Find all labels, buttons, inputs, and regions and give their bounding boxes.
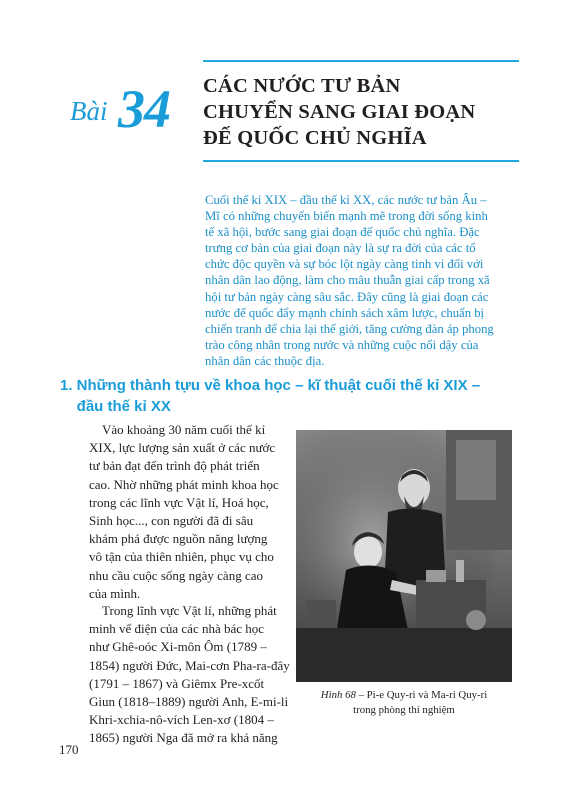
intro-line: nước đế quốc đẩy mạnh chính sách xâm lược, chuẩn bị (205, 305, 485, 320)
section-heading-line-1: 1. Những thành tựu về khoa học – kĩ thuật cuối thế kỉ XIX – (60, 377, 481, 394)
intro-line: tế xã hội, bước sang giai đoạn đế quốc chủ nghĩa. Đặc (205, 225, 480, 240)
intro-line: chức độc quyền và sự bóc lột ngày càng tinh vi đối với (205, 257, 484, 272)
body-line: Trong lĩnh vực Vật lí, những phát (102, 603, 277, 618)
intro-line: trưng cơ bản của giai đoạn này là sự ra đời của các tổ (205, 241, 476, 256)
body-line: vô tận của thiên nhiên, phục vụ cho (89, 549, 274, 565)
section-heading-line-2: đầu thế kỉ XX (60, 398, 171, 415)
body-line: Giun (1818–1889) người Anh, E-mi-li (89, 694, 289, 710)
figure-caption (296, 689, 512, 701)
body-line: Sinh học..., con người đã đi sâu (89, 513, 254, 529)
intro-line: hội tư bản ngày càng sâu sắc. Đây cũng là giai đoạn các (205, 289, 489, 304)
body-line: của mình. (89, 585, 141, 601)
body-line: 1854) người Đức, Mai-cơn Pha-ra-đây (89, 657, 290, 673)
body-line: 1865) người Nga đã mở ra khả năng (89, 730, 278, 746)
body-paragraph-2 (89, 602, 290, 748)
lesson-title-line-1: CÁC NƯỚC TƯ BẢN (203, 75, 401, 97)
intro-line: Cuối thế kỉ XIX – đầu thế kỉ XX, các nước tư bản Âu – (205, 193, 487, 207)
lesson-label: Bài (70, 96, 108, 126)
body-line: Khri-xchia-nô-vích Len-xơ (1804 – (89, 712, 274, 728)
body-line: tư bản đạt đến trình độ phát triển (89, 458, 260, 474)
body-line: cao. Nhờ những phát minh khoa học (89, 476, 279, 492)
intro-line: Mĩ có những chuyển biến mạnh mẽ trong đời sống kinh (205, 209, 488, 224)
body-line: XIX, lực lượng sản xuất ở các nước (89, 440, 276, 456)
header-bottom-rule (203, 160, 519, 162)
intro-line: chiến tranh để chia lại thế giới, tăng cường đàn áp phong (205, 321, 494, 336)
lesson-title-line-3: ĐẾ QUỐC CHỦ NGHĨA (203, 127, 427, 149)
body-line: trong các lĩnh vực Vật lí, Hoá học, (89, 494, 269, 510)
figure-caption-line-2: trong phòng thí nghiệm (353, 704, 455, 716)
page-number: 170 (59, 742, 79, 757)
figure-caption-text: – Pi-e Quy-ri và Ma-ri Quy-ri (355, 689, 488, 701)
body-line: minh vế điện của các nhà bác học (89, 621, 265, 637)
curie-lab-photo (296, 430, 512, 682)
intro-line: trào công nhân trong nước và những cuộc nổi dậy của (205, 337, 479, 352)
body-paragraph-1 (89, 421, 285, 603)
body-line: (1791 – 1867) và Giêmx Pre-xcốt (89, 675, 265, 691)
intro-paragraph (205, 192, 511, 369)
intro-line: nhân dân các thuộc địa. (205, 353, 325, 368)
figure-label: Hình 68 (320, 689, 356, 701)
intro-line: nhân dân lao động, làm cho mâu thuẫn giai cấp trong xã (205, 273, 490, 288)
body-line: khám phá được nguồn năng lượng (89, 531, 268, 547)
body-line: như Ghê-oóc Xi-môn Ôm (1789 – (89, 639, 267, 655)
lesson-number: 34 (118, 79, 170, 139)
lesson-title-line-2: CHUYỂN SANG GIAI ĐOẠN (203, 101, 476, 123)
header-top-rule (203, 60, 519, 62)
body-line: nhu cầu cuộc sống ngày càng cao (89, 567, 263, 583)
body-line: Vào khoảng 30 năm cuối thế kỉ (102, 422, 266, 437)
